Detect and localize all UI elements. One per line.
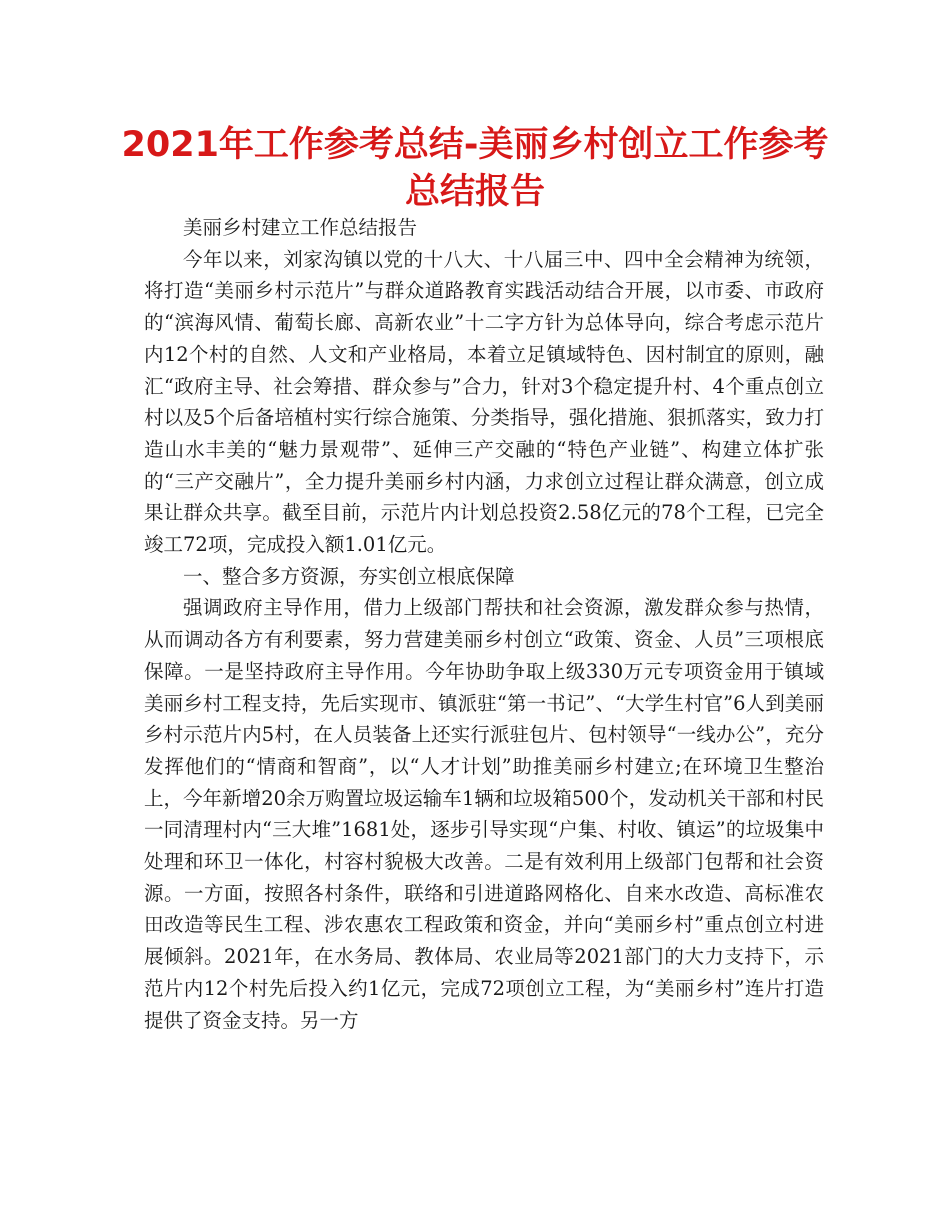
paragraph-intro: 今年以来，刘家沟镇以党的十八大、十八届三中、四中全会精神为统领，将打造“美丽乡村示范片”与群众道路教育实践活动结合开展，以市委、市政府的“滨海风情、葡萄长廊、高新农业”十二字方针为总体导向，综合考虑示范片内12个村的自然、人文和产业格局，本着立足镇域特色、因村制宜的原则，融汇“政府主导、社会筹措、群众参与”合力，针对3个稳定提升村、4个重点创立村以及5个后备培植村实行综合施策、分类指导，强化措施、狠抓落实，致力打造山水丰美的“魅力景观带”、延伸三产交融的“特色产业链”、构建立体扩张的“三产交融片”，全力提升美丽乡村内涵，力求创立过程让群众满意，创立成果让群众共享。截至目前，示范片内计划总投资2.58亿元的78个工程，已完全竣工72项，完成投入额1.01亿元。: [144, 247, 824, 557]
document-title: 2021年工作参考总结-美丽乡村创立工作参考总结报告: [121, 125, 829, 212]
section-heading-1: 一、整合多方资源，夯实创立根底保障: [183, 564, 515, 588]
report-subtitle: 美丽乡村建立工作总结报告: [183, 216, 418, 239]
paragraph-section-1: 强调政府主导作用，借力上级部门帮扶和社会资源，激发群众参与热情，从而调动各方有利要素，努力营建美丽乡村创立“政策、资金、人员”三项根底保障。一是坚持政府主导作用。今年协助争取上级330万元专项资金用于镇域美丽乡村工程支持，先后实现市、镇派驻“第一书记”、“大学生村官”6人到美丽乡村示范片内5村，在人员装备上还实行派驻包片、包村领导“一线办公”，充分发挥他们的“情商和智商”，以“人才计划”助推美丽乡村建立;在环境卫生整治上，今年新增20余万购置垃圾运输车1辆和垃圾箱500个，发动机关干部和村民一同清理村内“三大堆”1681处，逐步引导实现“户集、村收、镇运”的垃圾集中处理和环卫一体化，村容村貌极大改善。二是有效利用上级部门包帮和社会资源。一方面，按照各村条件，联络和引进道路网格化、自来水改造、高标准农田改造等民生工程、涉农惠农工程政策和资金，并向“美丽乡村”重点创立村进展倾斜。2021年，在水务局、教体局、农业局等2021部门的大力支持下，示范片内12个村先后投入约1亿元，完成72项创立工程，为“美丽乡村”连片打造提供了资金支持。另一方: [144, 596, 824, 1032]
document-body: [144, 212, 824, 1036]
